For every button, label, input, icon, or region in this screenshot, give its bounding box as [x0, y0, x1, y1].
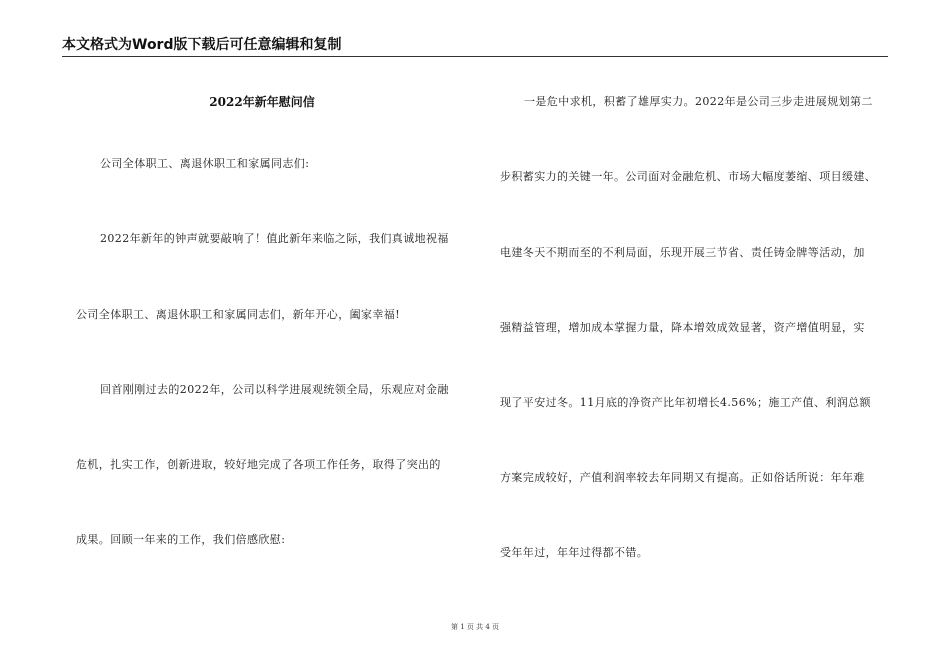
page-number: 第 1 页 共 4 页: [450, 623, 500, 631]
document-header: 本文格式为Word版下载后可任意编辑和复制: [62, 37, 342, 53]
left-line: 2022年新年的钟声就要敲响了！值此新年来临之际，我们真诚地祝福: [100, 232, 449, 245]
right-line: 方案完成较好，产值利润率较去年同期又有提高。正如俗话所说：年年难: [500, 471, 865, 484]
right-line: 受年年过，年年过得都不错。: [500, 546, 649, 559]
left-line: 公司全体职工、离退休职工和家属同志们:: [100, 157, 310, 170]
header-divider: [62, 56, 888, 57]
page-title: 2022年新年慰问信: [209, 95, 315, 109]
right-line: 强精益管理，增加成本掌握力量，降本增效成效显著，资产增值明显，实: [500, 321, 865, 334]
left-line: 危机，扎实工作，创新进取，较好地完成了各项工作任务，取得了突出的: [76, 458, 441, 471]
right-line: 现了平安过冬。11月底的净资产比年初增长4.56%；施工产值、利润总额: [500, 396, 871, 409]
right-line: 步积蓄实力的关键一年。公司面对金融危机、市场大幅度萎缩、项目缓建、: [500, 170, 877, 183]
left-line: 成果。回顾一年来的工作，我们倍感欣慰:: [76, 533, 286, 546]
right-line: 一是危中求机，积蓄了雄厚实力。2022年是公司三步走进展规划第二: [524, 95, 873, 108]
right-line: 电建冬天不期而至的不利局面，乐现开展三节省、责任铸金牌等活动，加: [500, 246, 865, 259]
left-line: 公司全体职工、离退休职工和家属同志们，新年开心，阖家幸福!: [76, 308, 401, 321]
left-line: 回首刚刚过去的2022年，公司以科学进展观统领全局，乐观应对金融: [100, 383, 449, 396]
